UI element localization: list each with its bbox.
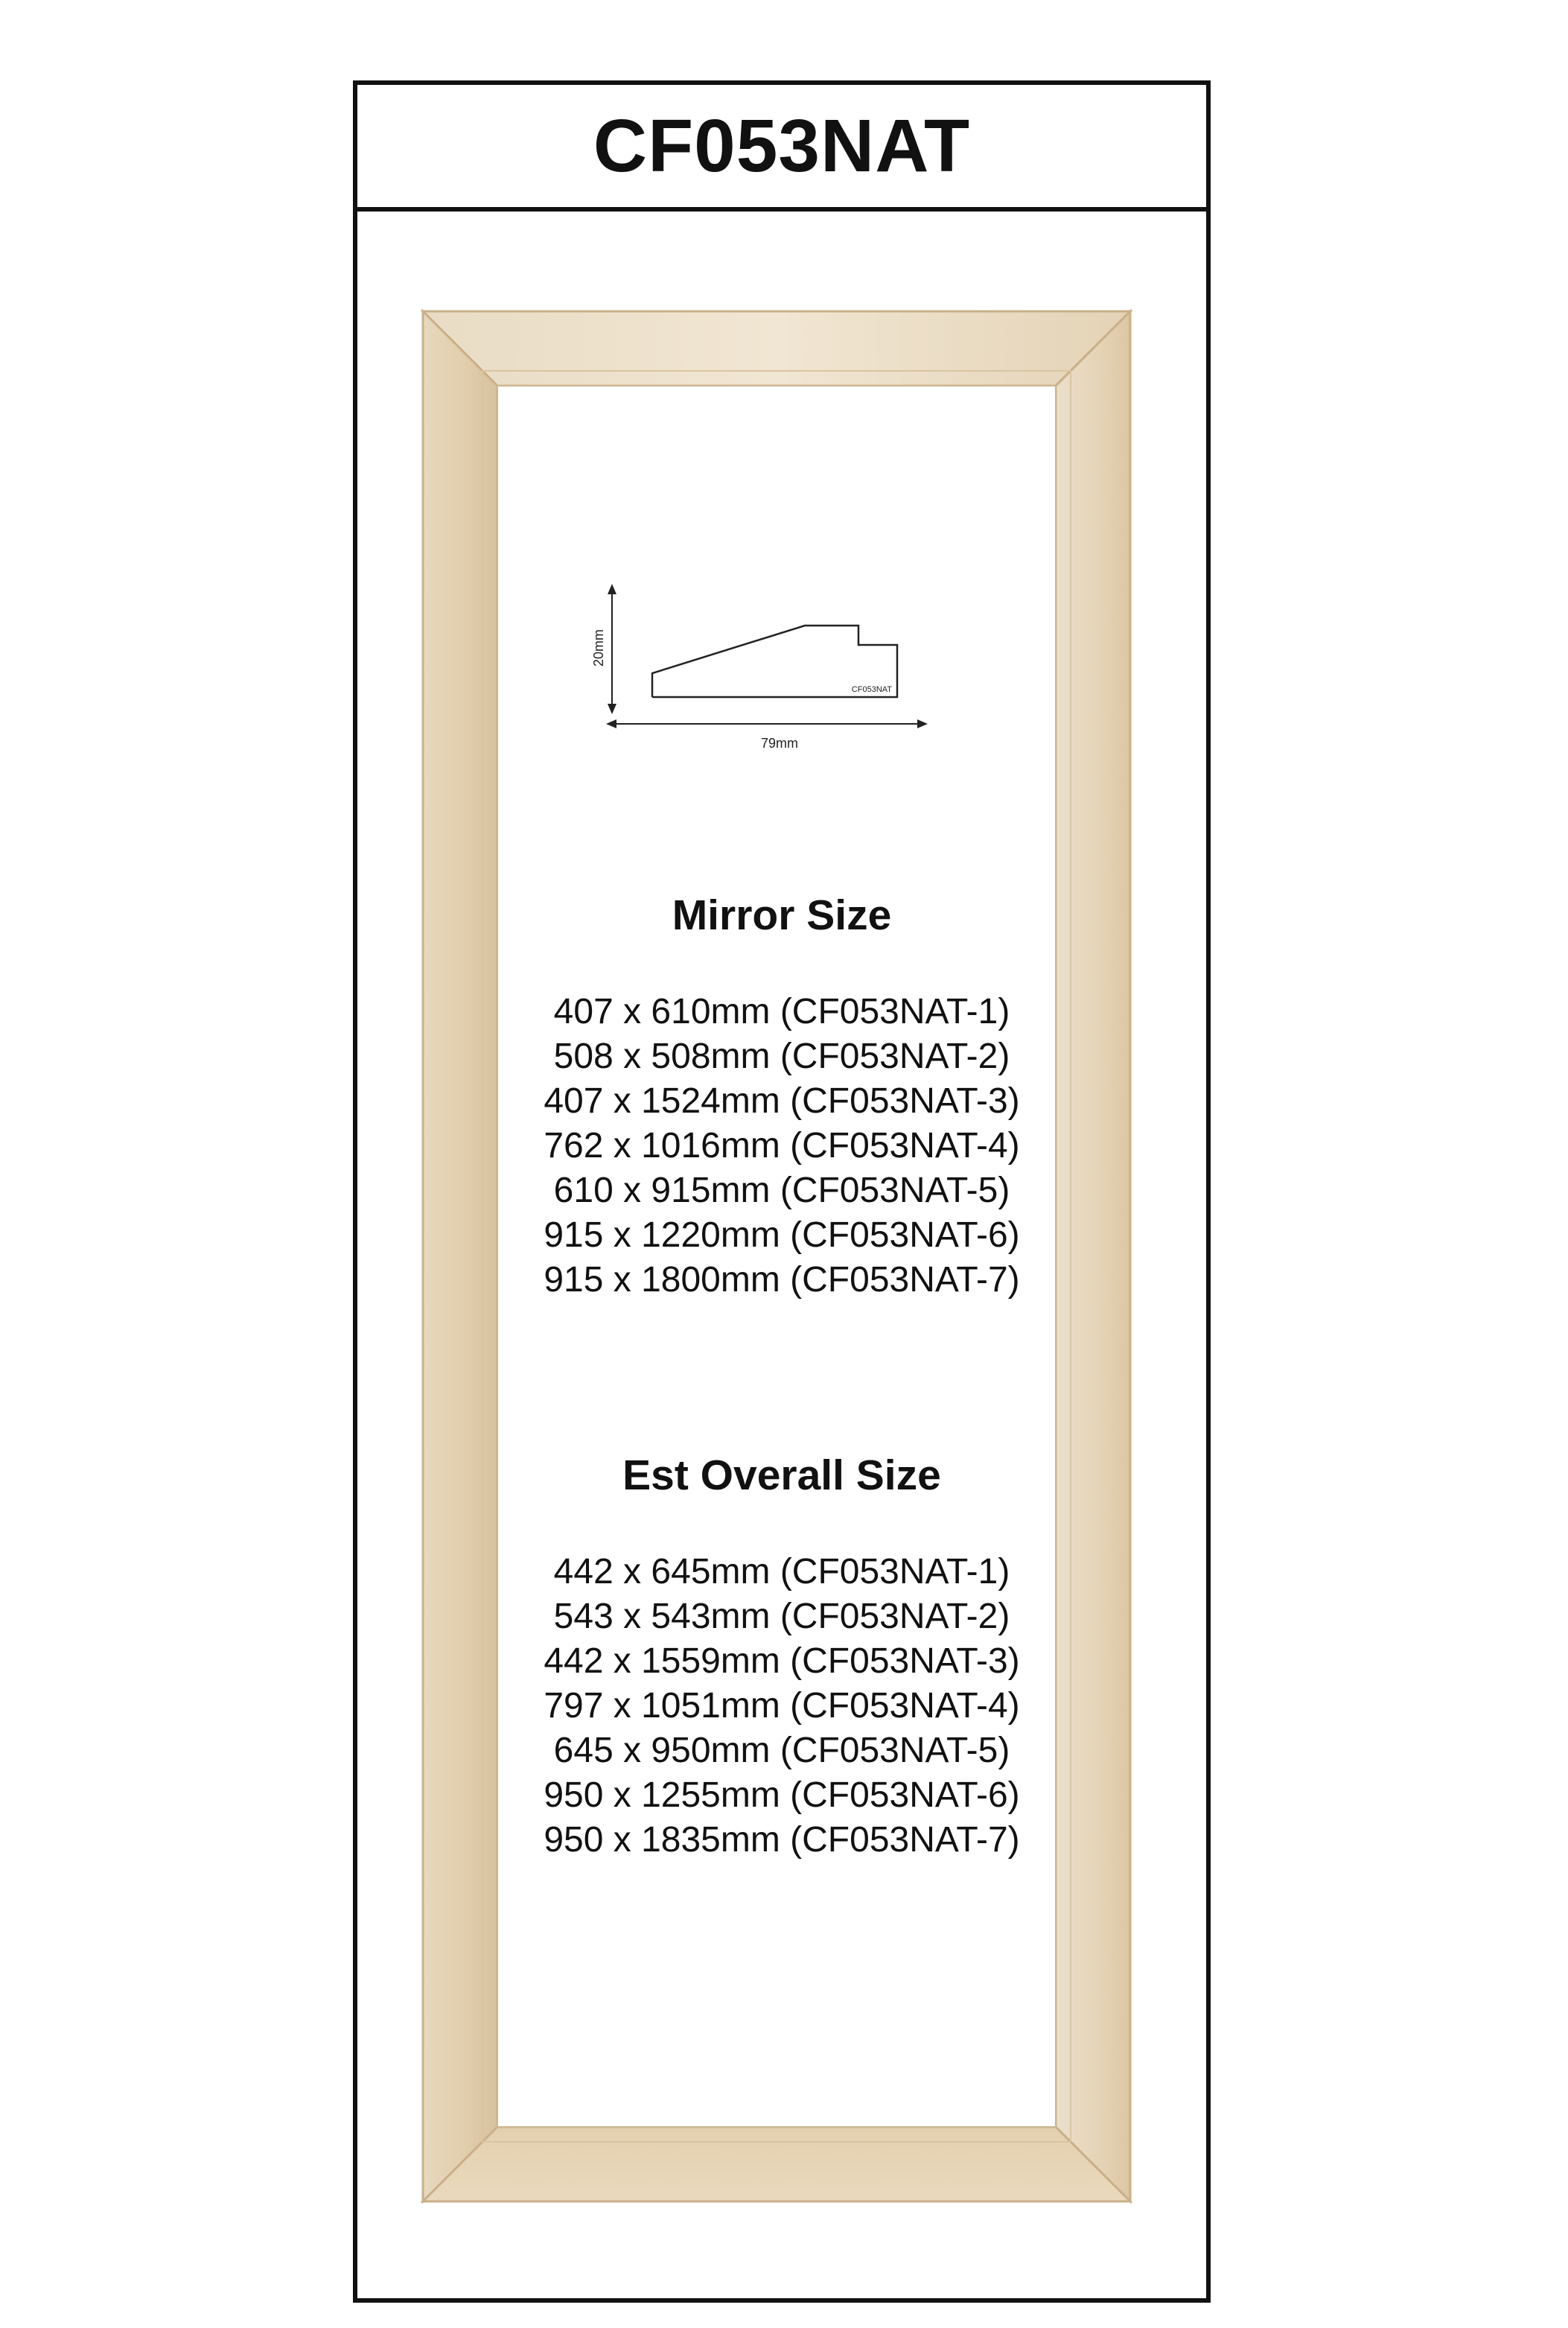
frame-profile-icon: [491, 393, 1072, 766]
profile-width-label: 79mm: [760, 736, 799, 751]
overall-size-item: 543 x 543mm (CF053NAT-2): [553, 1596, 1010, 1636]
mirror-size-item: 407 x 610mm (CF053NAT-1): [553, 991, 1010, 1031]
overall-size-item: 442 x 1559mm (CF053NAT-3): [544, 1641, 1020, 1681]
mirror-size-item: 508 x 508mm (CF053NAT-2): [553, 1036, 1010, 1076]
mirror-size-title: Mirror Size: [672, 891, 892, 939]
profile-height-label: 20mm: [591, 629, 606, 667]
overall-size-item: 442 x 645mm (CF053NAT-1): [553, 1551, 1010, 1591]
overall-size-title: Est Overall Size: [622, 1451, 941, 1499]
frame-left-rail: [423, 311, 497, 2201]
overall-size-list: [491, 1550, 1072, 1863]
overall-size-item: 950 x 1255mm (CF053NAT-6): [544, 1775, 1020, 1815]
mirror-size-item: 915 x 1220mm (CF053NAT-6): [544, 1215, 1020, 1255]
product-code-title: CF053NAT: [593, 104, 971, 188]
mirror-size-list: [491, 990, 1072, 1303]
mirror-size-item: 762 x 1016mm (CF053NAT-4): [544, 1125, 1020, 1165]
mirror-size-item: 407 x 1524mm (CF053NAT-3): [544, 1081, 1020, 1121]
mirror-size-item: 915 x 1800mm (CF053NAT-7): [544, 1259, 1020, 1300]
overall-size-item: 645 x 950mm (CF053NAT-5): [553, 1730, 1010, 1770]
profile-code-label: CF053NAT: [851, 685, 892, 694]
overall-size-item: 950 x 1835mm (CF053NAT-7): [544, 1819, 1020, 1860]
frame-content: [491, 393, 1072, 2181]
overall-size-item: 797 x 1051mm (CF053NAT-4): [544, 1685, 1020, 1726]
mirror-size-section: [491, 892, 1072, 1303]
title-bar: [357, 85, 1206, 212]
overall-size-section: [491, 1452, 1072, 1863]
frame-top-rail: [423, 311, 1130, 386]
mirror-size-item: 610 x 915mm (CF053NAT-5): [553, 1170, 1010, 1210]
